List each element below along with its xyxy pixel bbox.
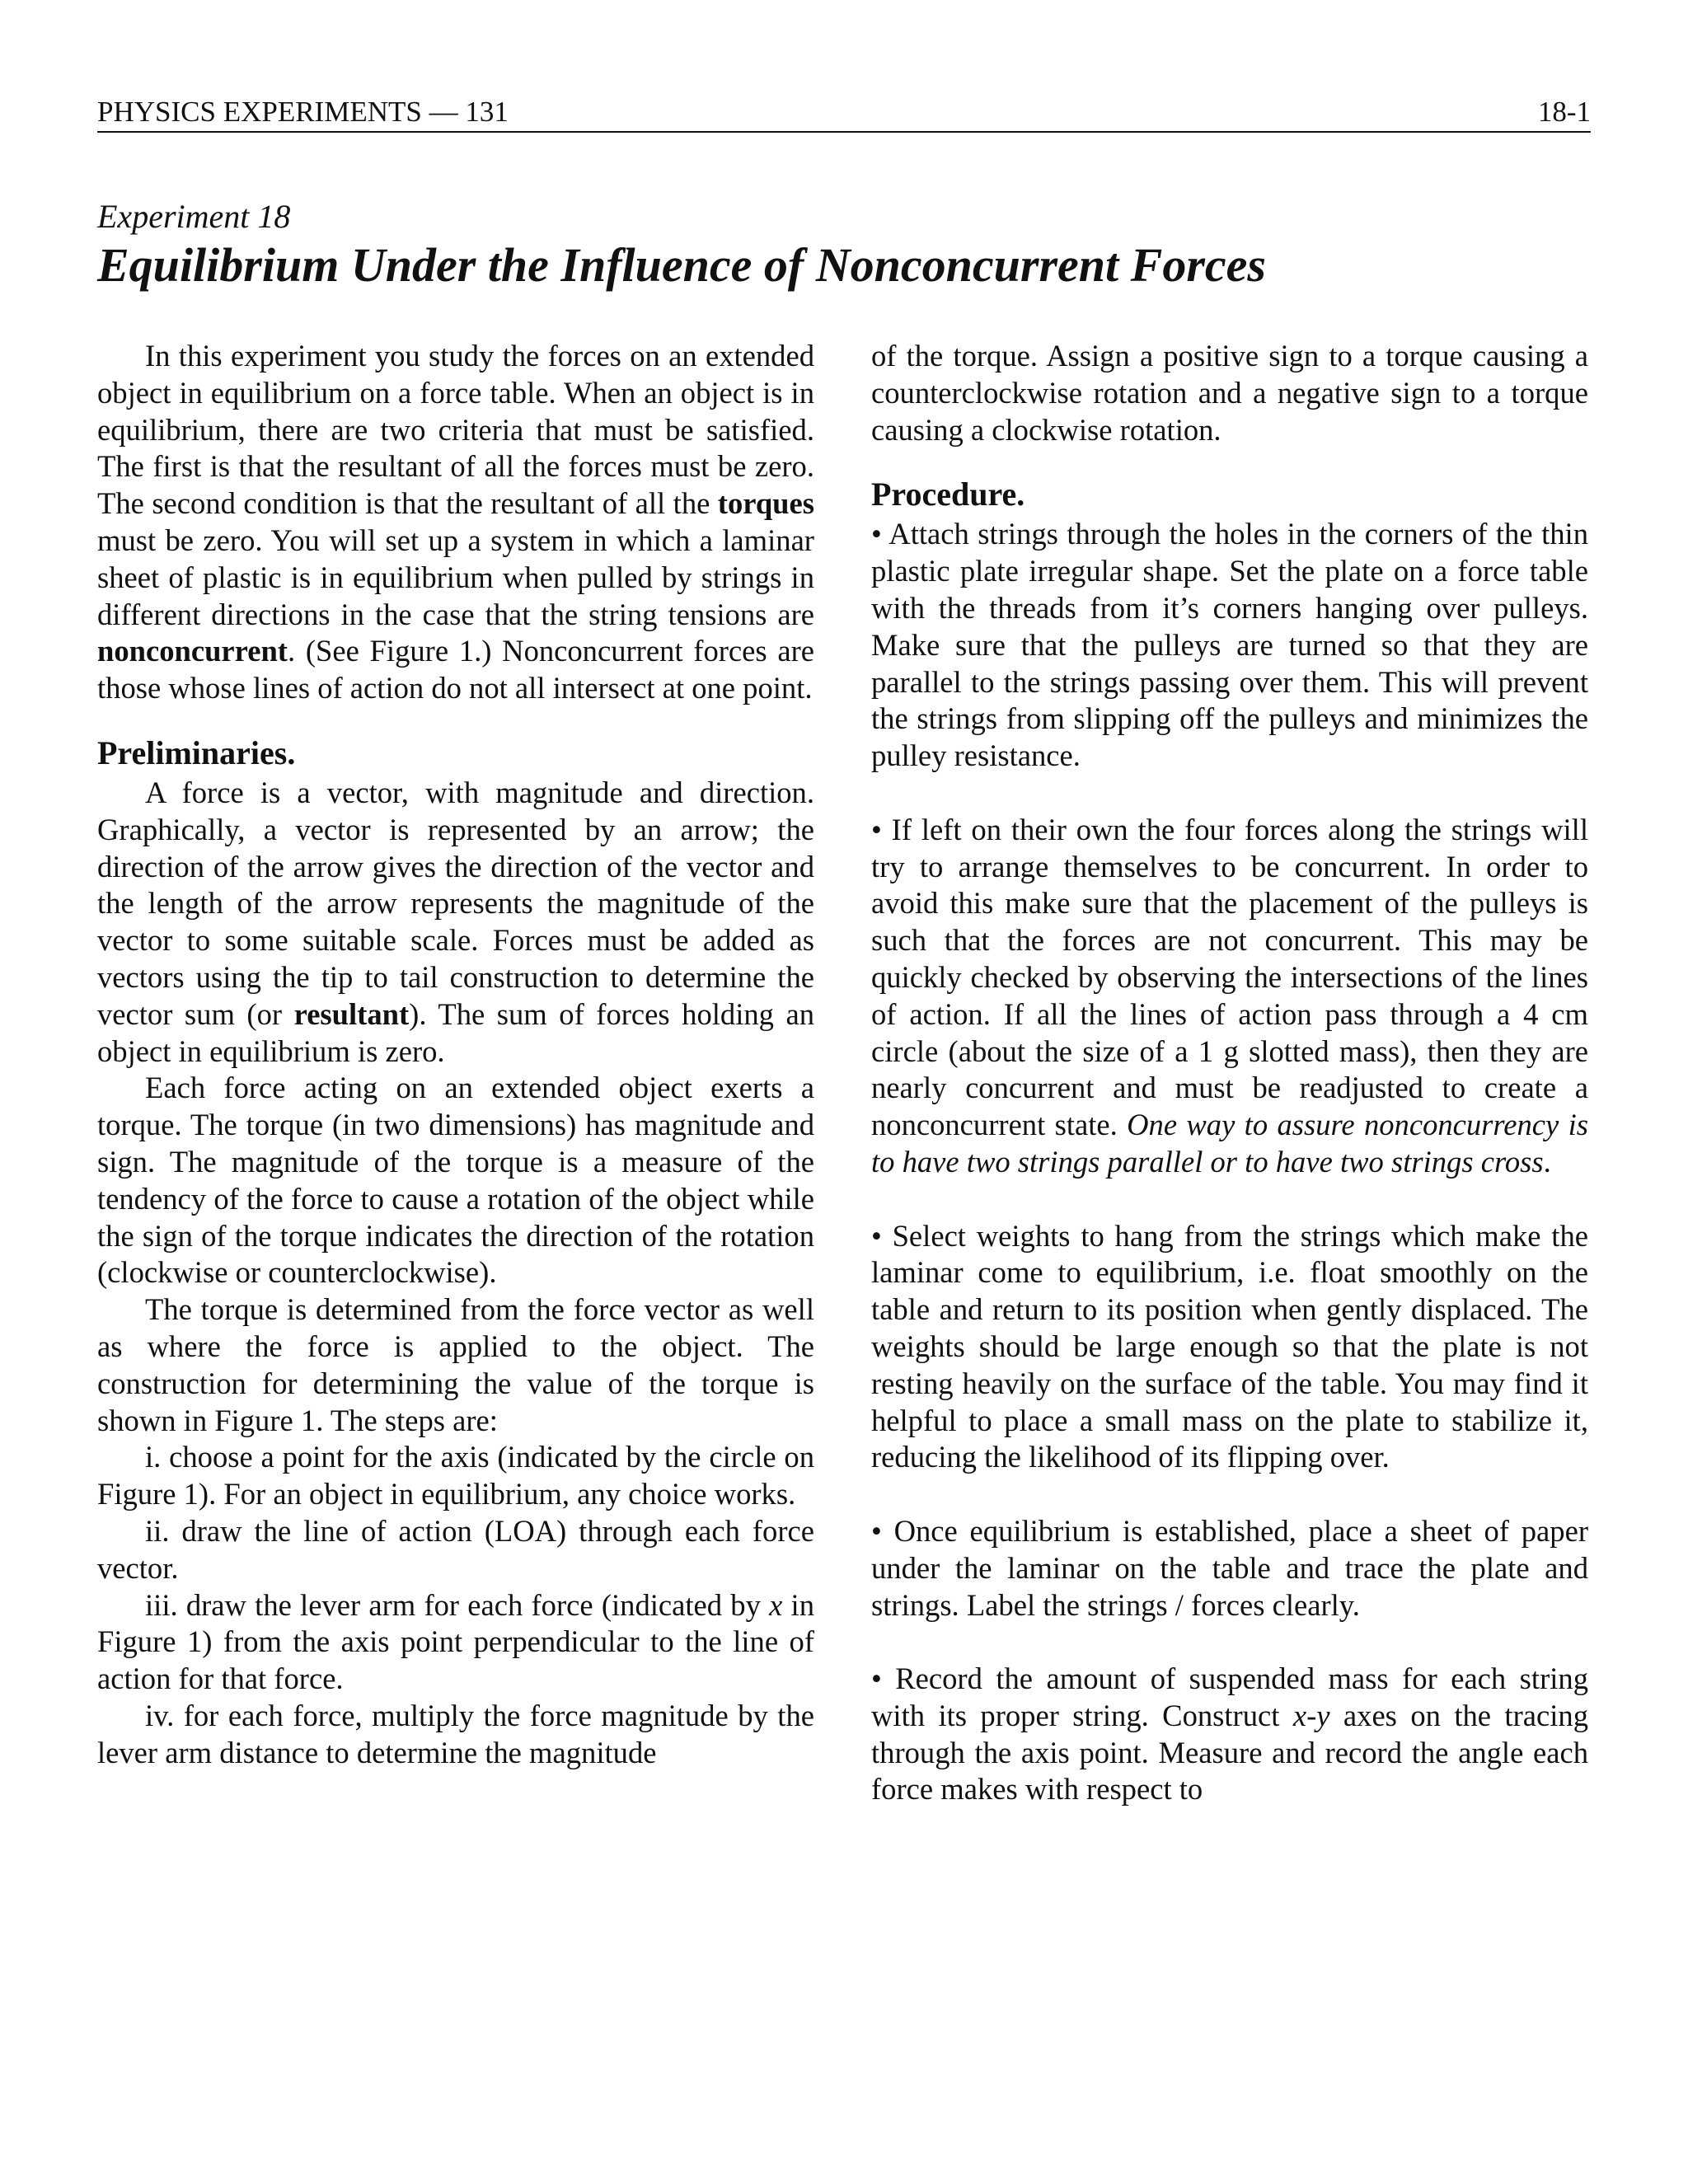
term-nonconcurrent: nonconcurrent (97, 634, 288, 668)
intro-paragraph: In this experiment you study the forces on an extended object in equilibrium on a force table. When an object is in equilibrium, there are two criteria that must be satisfied. The first is that the resultant of all the forces must be zero. The second condition is that the resultant of all the torques must be zero. You will set up a system in which a laminar sheet of plastic is in equilibrium when pulled by strings in different directions in the case that the string tensions are nonconcurrent. (See Figure 1.) Nonconcurrent forces are those whose lines of action do not all intersect at one point. (97, 339, 814, 705)
left-column (97, 338, 814, 1771)
header-course-title: PHYSICS EXPERIMENTS — 131 (97, 96, 509, 128)
preliminaries-paragraph-1: A force is a vector, with magnitude and direction. Graphically, a vector is represented by an arrow; the direction of the arrow gives the direction of the vector and the length of the arrow represents the magnitude of the vector to some suitable scale. Forces must be added as vectors using the tip to tail construction to determine the vector sum (or resultant). The sum of forces holding an object in equilibrium is zero. (97, 775, 814, 1068)
running-header (97, 97, 1591, 133)
procedure-item-2: • If left on their own the four forces along the strings will try to arrange themselves to be concurrent. In order to avoid this make sure that the placement of the pulleys is such that the forces are not concurrent. This may be quickly checked by observing the intersections of the lines of action. If all the lines of action pass through a 4 cm circle (about the size of a 1 g slotted mass), then they are nearly concurrent and must be readjusted to create a nonconcurrent state. One way to assure nonconcurrency is to have two strings parallel or to have two strings cross. (871, 812, 1589, 1179)
procedure-item-1: • Attach strings through the holes in the corners of the thin plastic plate irregular shape. Set the plate on a force table with the threads from it’s corners hanging over pulleys. Make sure that the pulleys are turned so that they are parallel to the strings passing over them. This will prevent the strings from slipping off the pulleys and minimizes the pulley resistance. (871, 517, 1588, 773)
header-page-number: 18-1 (1537, 96, 1591, 128)
right-column (871, 338, 1588, 1808)
page-title: Equilibrium Under the Influence of Nonconcurrent Forces (97, 238, 1266, 292)
torque-sign-paragraph: of the torque. Assign a positive sign to a torque causing a counterclockwise rotation and a negative sign to a torque causing a clockwise rotation. (871, 339, 1588, 447)
step-3: iii. draw the lever arm for each force (indicated by x in Figure 1) from the axis point perpendicular to the line of action for that force. (97, 1587, 814, 1696)
procedure-item-5: • Record the amount of suspended mass for each string with its proper string. Construct x-y axes on the tracing through the axis point. Measure and record the angle each force makes with respect to (871, 1661, 1588, 1807)
term-torques: torques (717, 486, 814, 521)
nonconcurrency-tip: One way to assure nonconcurrency is to have two strings parallel or to have two strings cross (871, 1108, 1589, 1179)
step-4: iv. for each force, multiply the force magnitude by the lever arm distance to determine the magnitude (97, 1698, 814, 1769)
procedure-item-3: • Select weights to hang from the strings which make the laminar come to equilibrium, i.e. float smoothly on the table and return to its position when gently displaced. The weights should be large enough so that the plate is not resting heavily on the surface of the table. You may find it helpful to place a small mass on the plate to stabilize it, reducing the likelihood of its flipping over. (871, 1218, 1588, 1474)
preliminaries-paragraph-2: Each force acting on an extended object exerts a torque. The torque (in two dimensions) has magnitude and sign. The magnitude of the torque is a measure of the tendency of the force to cause a rotation of the object while the sign of the torque indicates the direction of the rotation (clockwise or counterclockwise). (97, 1071, 814, 1290)
experiment-label: Experiment 18 (97, 198, 291, 235)
preliminaries-heading: Preliminaries. (97, 733, 296, 771)
preliminaries-paragraph-3: The torque is determined from the force vector as well as where the force is applied to the object. The construction for determining the value of the torque is shown in Figure 1. The steps are: (97, 1292, 814, 1437)
step-2: ii. draw the line of action (LOA) through each force vector. (97, 1513, 814, 1585)
step-1: i. choose a point for the axis (indicated by the circle on Figure 1). For an object in equilibrium, any choice works. (97, 1440, 814, 1511)
procedure-heading: Procedure. (871, 476, 1025, 513)
procedure-item-4: • Once equilibrium is established, place a sheet of paper under the laminar on the table and trace the plate and strings. Label the strings / forces clearly. (871, 1513, 1588, 1622)
term-resultant: resultant (293, 996, 410, 1031)
